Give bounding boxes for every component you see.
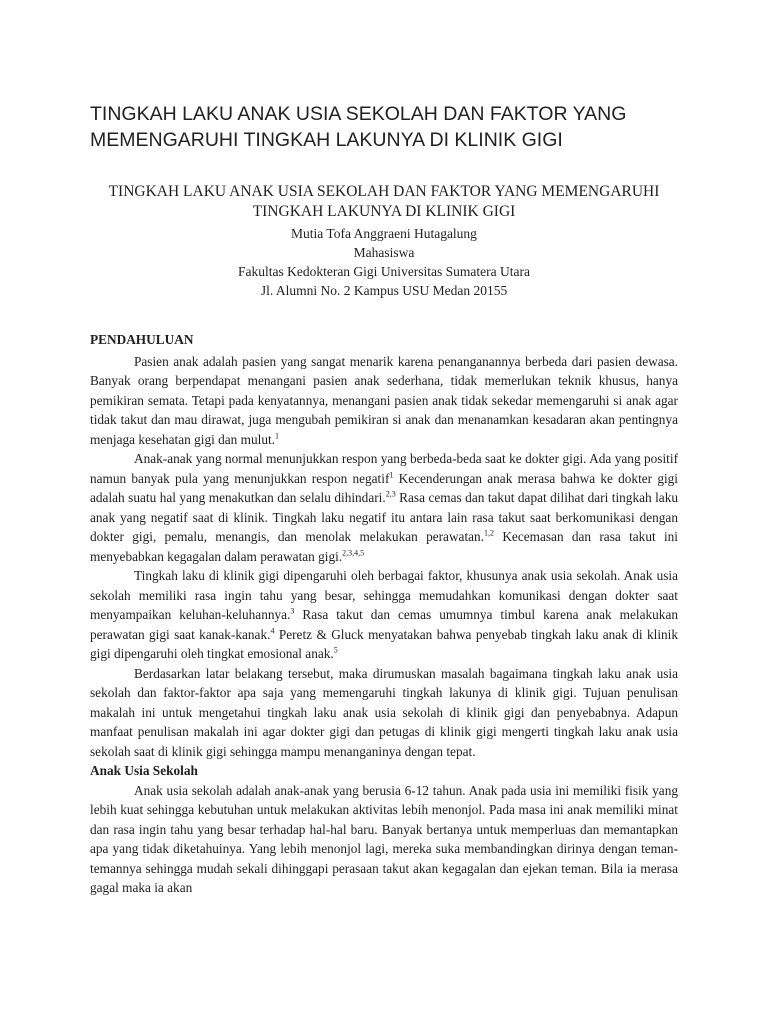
author-role: Mahasiswa — [353, 245, 415, 260]
paragraph-text: Peretz & Gluck menyatakan bahwa penyebab tingkah laku anak di klinik gigi dipengaruhi oleh tingkat emosional anak. — [90, 626, 679, 661]
paragraph — [90, 352, 678, 450]
paragraph — [90, 449, 678, 566]
paragraph — [90, 664, 678, 762]
paragraph-text: Tingkah laku di klinik gigi dipengaruhi oleh berbagai faktor, khusunya anak usia sekolah. Anak usia sekolah memiliki rasa ingin tahu yang besar, sehingga memudahkan komunikasi dengan dokter saat menyampaikan keluhan-keluhannya. — [90, 568, 678, 622]
section-heading-pendahuluan: PENDAHULUAN — [90, 332, 194, 347]
author-address: Jl. Alumni No. 2 Kampus USU Medan 20155 — [260, 283, 508, 298]
citation: 2,3 — [385, 489, 396, 499]
paragraph-text: Rasa takut dan cemas umumnya timbul karena anak melakukan perawatan gigi saat kanak-kanak. — [90, 607, 678, 642]
paragraph-text: Anak usia sekolah adalah anak-anak yang berusia 6-12 tahun. Anak pada usia ini memiliki fisik yang lebih kuat sehingga kebutuhan untuk melakukan aktivitas lebih menonjol. Pada masa ini anak memiliki minat dan rasa ingin tahu yang besar terhadap hal-hal baru. Banyak bertanya untuk memperluas dan memantapkan apa yang tidak diketahuinya. Yang lebih menonjol lagi, mereka suka membandingkan dirinya dengan teman-temannya sehingga mudah sekali dihinggapi perasaan takut akan kegagalan dan ejekan teman. Bila ia merasa gagal maka ia akan — [90, 782, 678, 895]
document-title: TINGKAH LAKU ANAK USIA SEKOLAH DAN FAKTOR YANG MEMENGARUHI TINGKAH LAKUNYA DI KLINIK GIGI — [90, 103, 627, 151]
citation: 2,3,4,5 — [342, 548, 365, 558]
author-affiliation: Fakultas Kedokteran Gigi Universitas Sumatera Utara — [237, 264, 531, 279]
citation: 1,2 — [484, 528, 495, 538]
paragraph-text: Pasien anak adalah pasien yang sangat menarik karena penanganannya berbeda dari pasien dewasa. Banyak orang berpendapat menangani pasien anak sederhana, tidak memerlukan teknik khusus, hanya pemikiran semata. Tetapi pada kenyatannya, menangani pasien anak tidak sekedar memengaruhi si anak agar tidak takut dan mau dirawat, juga mengubah pemikiran si anak dan menanamkan kesadaran akan pentingnya menjaga kesehatan gigi dan mulut. — [90, 353, 678, 447]
section-heading-anak-usia-sekolah: Anak Usia Sekolah — [90, 763, 198, 778]
paragraph — [90, 781, 678, 898]
paragraph-text: Kecenderungan anak merasa bahwa ke dokter gigi adalah suatu hal yang menakutkan dan selalu dihindari. — [90, 470, 679, 505]
paragraph — [90, 566, 678, 664]
citation: 4 — [270, 626, 275, 636]
paragraph-text: Kecemasan dan rasa takut ini menyebabkan kegagalan dalam perawatan gigi. — [90, 529, 678, 564]
paper-title: TINGKAH LAKU ANAK USIA SEKOLAH DAN FAKTOR YANG MEMENGARUHI TINGKAH LAKUNYA DI KLINIK GIGI — [108, 183, 660, 220]
citation: 1 — [275, 431, 279, 441]
paragraph-text: Anak-anak yang normal menunjukkan respon yang berbeda-beda saat ke dokter gigi. Ada yang positif namun banyak pula yang menunjukkan respon negatif — [90, 451, 678, 486]
paper-header — [90, 182, 678, 300]
citation: 5 — [333, 645, 338, 655]
citation: 1 — [389, 470, 394, 480]
paragraph-text: Rasa cemas dan takut dapat dilihat dari tingkah laku anak yang negatif saat di klinik. Tingkah laku negatif itu antara lain rasa takut saat berkomunikasi dengan dokter gigi, pemalu, menangis, dan menolak melakukan perawatan. — [90, 490, 678, 544]
citation: 3 — [290, 606, 295, 616]
author-name: Mutia Tofa Anggraeni Hutagalung — [291, 226, 477, 241]
paragraph-text: Berdasarkan latar belakang tersebut, maka dirumuskan masalah bagaimana tingkah laku anak usia sekolah dan faktor-faktor apa saja yang memengaruhi tingkah lakunya di klinik gigi. Tujuan penulisan makalah ini untuk mengetahui tingkah laku anak usia sekolah di klinik gigi dan penyebabnya. Adapun manfaat penulisan makalah ini agar dokter gigi dan petugas di klinik gigi mengerti tingkah laku anak usia sekolah saat di klinik gigi sehingga mampu menanganinya dengan tepat. — [90, 665, 678, 759]
document-body — [90, 330, 678, 898]
